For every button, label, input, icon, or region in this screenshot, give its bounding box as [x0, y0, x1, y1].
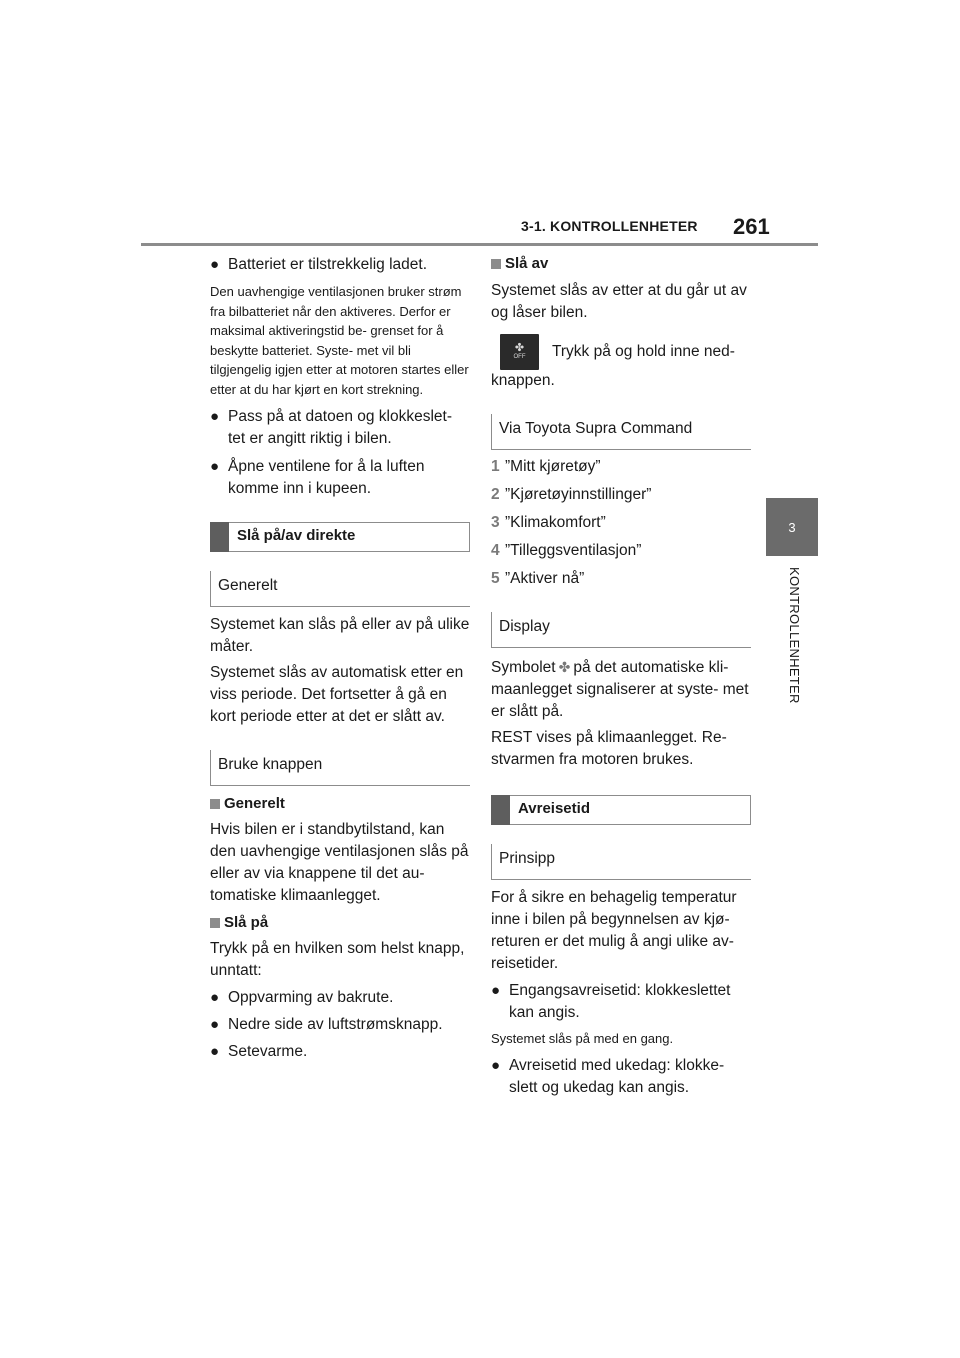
para-rest: REST vises på klimaanlegget. Re- stvarmen fra motoren brukes. [491, 729, 727, 768]
subheading-button: Bruke knappen [210, 750, 470, 786]
list-item: ● Nedre side av luftstrømsknapp. [210, 1014, 470, 1036]
button-instruction: ✤ OFF Trykk på og hold inne ned- [491, 334, 751, 370]
bullet-vents: ● Åpne ventilene for å la luften komme inn i kupeen. [210, 456, 470, 500]
bullet-weekday: ● Avreisetid med ukedag: klokke- slett og ukedag kan angis. [491, 1055, 751, 1099]
right-column [491, 253, 751, 1099]
para-press-any: Trykk på en hvilken som helst knapp, unntatt: [210, 940, 465, 979]
subheading-principle: Prinsipp [491, 844, 751, 880]
header-divider [141, 243, 818, 246]
steps-list [491, 456, 751, 590]
bullet-dot-icon: ● [210, 256, 220, 273]
para-button-cont: knappen. [491, 372, 555, 389]
chapter-tab: 3 [766, 498, 818, 556]
heading-depart: Avreisetid [491, 795, 751, 825]
left-column [210, 253, 470, 1063]
bullet-dot-icon: ● [210, 458, 220, 475]
sq-heading-on: Slå på [210, 913, 470, 933]
fan-icon: ✤ [558, 659, 571, 675]
para-symbol: Symbolet ✤ på det automatiske kli- maanlegget signaliserer at syste- met er slått på. [491, 656, 751, 723]
para-auto-off: Systemet slås av automatisk etter en viss periode. Det fortsetter å gå en kort periode etter at det er slått av. [210, 664, 464, 725]
subheading-general: Generelt [210, 571, 470, 607]
bullet-dot-icon: ● [210, 989, 220, 1006]
subheading-display: Display [491, 612, 751, 648]
bullet-date: ● Pass på at datoen og klokkeslet- tet er angitt riktig i bilen. [210, 406, 470, 450]
bullet-dot-icon: ● [210, 1043, 220, 1060]
square-bullet-icon [491, 254, 505, 264]
list-item: 5 ”Aktiver nå” [491, 570, 585, 587]
para-ways: Systemet kan slås på eller av på ulike måter. [210, 616, 470, 655]
para-off: Systemet slås av etter at du går ut av og låser bilen. [491, 282, 747, 321]
chapter-side-label: KONTROLLENHETER [787, 567, 802, 704]
square-bullet-icon [210, 794, 224, 804]
bullet-dot-icon: ● [210, 1016, 220, 1033]
heading-direct: Slå på/av direkte [210, 522, 470, 552]
bullet-dot-icon: ● [491, 1056, 501, 1074]
para-standby: Hvis bilen er i standbytilstand, kan den uavhengige ventilasjonen slås på eller av via knappene til det au- tomatiske klimaanlegget. [210, 821, 469, 904]
sq-heading-general: Generelt [210, 794, 470, 814]
fan-off-button-icon: ✤ OFF [500, 334, 539, 370]
bullet-single: ● Engangsavreisetid: klokkeslettet kan angis. [491, 980, 751, 1024]
list-item: 3 ”Klimakomfort” [491, 514, 606, 531]
page-number: 261 [733, 214, 770, 239]
fan-icon: ✤ [514, 342, 525, 354]
bullet-battery: ● Batteriet er tilstrekkelig ladet. [210, 254, 470, 276]
list-item: 2 ”Kjøretøyinnstillinger” [491, 486, 652, 503]
subheading-command: Via Toyota Supra Command [491, 414, 751, 450]
bullet-dot-icon: ● [210, 408, 220, 425]
bullet-dot-icon: ● [491, 982, 501, 999]
list-item: ● Setevarme. [210, 1041, 470, 1063]
list-item: 4 ”Tilleggsventilasjon” [491, 542, 642, 559]
list-item: 1 ”Mitt kjøretøy” [491, 458, 601, 475]
square-bullet-icon [210, 913, 224, 923]
note-battery: Den uavhengige ventilasjonen bruker strøm fra bilbatteriet når den aktiveres. Derfor er maksimal aktiveringstid be- grenset for å beskytte batteriet. Syste- met vil bli tilgjengelig igjen etter at motoren startes eller etter at du har kjørt en kort strekning. [210, 284, 469, 397]
list-item: ● Oppvarming av bakrute. [210, 987, 470, 1009]
para-principle: For å sikre en behagelig temperatur inne i bilen på begynnelsen av kjø- returen er det mulig å angi ulike av- reisetider. [491, 889, 737, 972]
sq-heading-off: Slå av [491, 254, 751, 274]
note-single: Systemet slås på med en gang. [491, 1031, 674, 1046]
section-title: 3-1. KONTROLLENHETER [521, 218, 698, 234]
